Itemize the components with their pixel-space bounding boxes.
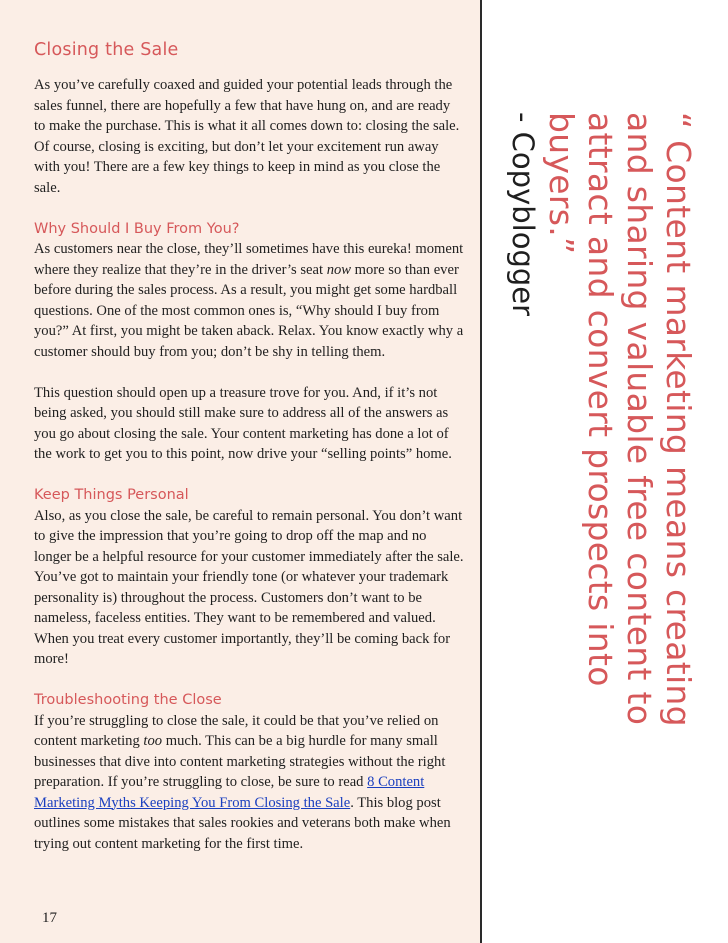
emphasis-now: now (326, 261, 352, 278)
pull-quote (506, 112, 698, 782)
article-body (34, 38, 464, 854)
column-divider (480, 0, 482, 943)
page-number: 17 (42, 910, 57, 926)
page-title: Closing the Sale (34, 40, 179, 60)
section-why-buy-paragraph-2: This question should open up a treasure trove for you. And, if it’s not being asked, you should still make sure to address all of the answers as you go about closing the sale. Your content marketing has done a lot of the work to get you to this point, now drive your “selling points” home. (34, 384, 452, 462)
section-why-buy-paragraph-1: As customers near the close, they’ll sometimes have this eureka! moment where they realize that they’re in the driver’s seat now more so than ever before during the sales process. As a result, you might get some hardball questions. One of the most common ones is, “Why should I buy from you?” At first, you might be taken aback. Relax. You know exactly why a customer should buy from you; don’t be shy in telling them. (34, 241, 464, 360)
section-heading-personal: Keep Things Personal (34, 487, 189, 503)
section-heading-why-buy: Why Should I Buy From You? (34, 220, 240, 237)
quote-author: - Copyblogger (506, 112, 540, 317)
section-personal-paragraph: Also, as you close the sale, be careful to remain personal. You don’t want to give the impression that you’re going to drop off the map and no longer be a helpful resource for your customer immediately after the sale. You’ve got to maintain your friendly tone (or whatever your trademark personality is) throughout the process. Customers don’t want to be nameless, faceless entities. They want to be remembered and valued. When you treat every customer importantly, they’ll be coming back for more! (34, 507, 464, 667)
section-troubleshooting-paragraph: If you’re struggling to close the sale, it could be that you’ve relied on content marketing too much. This can be a big hurdle for many small businesses that dive into content marketing strategies without the right preparation. If you’re struggling to close, be sure to read 8 Content Marketing Myths Keeping You From Closing the Sale. This blog post outlines some mistakes that sales rookies and veterans both make when trying out content marketing for the first time. (34, 712, 451, 852)
section-heading-troubleshooting: Troubleshooting the Close (34, 692, 222, 708)
blog-post-link[interactable]: 8 Content Marketing Myths Keeping You From Closing the Sale (34, 774, 425, 811)
quote-text: “ Content marketing means creating and sharing valuable free content to attract and convert prospects into buyers.” (542, 112, 698, 727)
intro-paragraph: As you’ve carefully coaxed and guided your potential leads through the sales funnel, there are hopefully a few that have hung on, and are ready to make the purchase. This is what it all comes down to: closing the sale. Of course, closing is exciting, but don’t let your excitement run away with you! There are a few key things to keep in mind as you close the sale. (34, 77, 460, 196)
emphasis-too: too (143, 733, 163, 749)
